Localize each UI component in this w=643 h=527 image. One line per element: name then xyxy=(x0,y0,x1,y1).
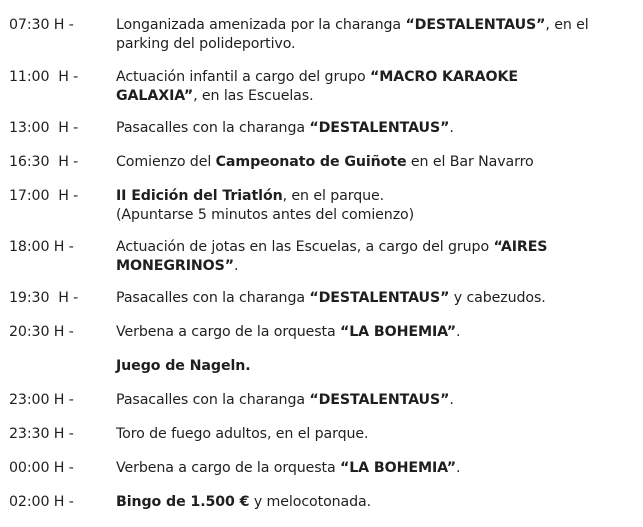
event-line: Pasacalles con la charanga “DESTALENTAUS”. xyxy=(116,120,454,136)
event-time: 02:00 H - xyxy=(9,494,74,510)
event-time: 11:00 H - xyxy=(9,69,79,85)
event-description xyxy=(116,391,638,410)
event-line: Actuación infantil a cargo del grupo “MACRO KARAOKE xyxy=(116,69,518,85)
event-line: Actuación de jotas en las Escuelas, a cargo del grupo “AIRES xyxy=(116,239,548,255)
event-description xyxy=(116,153,638,172)
event-description xyxy=(116,187,638,225)
event-description xyxy=(116,238,638,276)
event-description xyxy=(116,119,638,138)
event-time: 19:30 H - xyxy=(9,290,79,306)
event-time: 07:30 H - xyxy=(9,17,74,33)
event-line: Pasacalles con la charanga “DESTALENTAUS” y cabezudos. xyxy=(116,290,546,306)
event-time: 20:30 H - xyxy=(9,324,74,340)
event-line: Verbena a cargo de la orquesta “LA BOHEMIA”. xyxy=(116,324,461,340)
event-line: Verbena a cargo de la orquesta “LA BOHEMIA”. xyxy=(116,460,461,476)
event-description xyxy=(116,289,638,308)
event-time: 18:00 H - xyxy=(9,239,74,255)
event-time: 00:00 H - xyxy=(9,460,74,476)
event-time: 17:00 H - xyxy=(9,188,79,204)
event-line: Longanizada amenizada por la charanga “DESTALENTAUS”, en el xyxy=(116,17,589,33)
event-line: Comienzo del Campeonato de Guiñote en el Bar Navarro xyxy=(116,154,534,170)
event-description xyxy=(116,493,638,512)
event-description xyxy=(116,425,638,444)
event-description xyxy=(116,357,638,376)
event-line: Bingo de 1.500 € y melocotonada. xyxy=(116,494,372,510)
event-line: parking del polideportivo. xyxy=(116,36,296,52)
event-description xyxy=(116,68,638,106)
event-time: 13:00 H - xyxy=(9,120,79,136)
event-line: GALAXIA”, en las Escuelas. xyxy=(116,88,314,104)
event-line: (Apuntarse 5 minutos antes del comienzo) xyxy=(116,207,415,223)
event-line: Juego de Nageln. xyxy=(116,358,251,374)
event-line: II Edición del Triatlón, en el parque. xyxy=(116,188,385,204)
event-time: 23:30 H - xyxy=(9,426,74,442)
event-time: 23:00 H - xyxy=(9,392,74,408)
event-line: MONEGRINOS”. xyxy=(116,258,239,274)
event-line: Toro de fuego adultos, en el parque. xyxy=(116,426,369,442)
event-description xyxy=(116,323,638,342)
event-time: 16:30 H - xyxy=(9,154,79,170)
event-description xyxy=(116,459,638,478)
event-description xyxy=(116,16,638,54)
event-line: Pasacalles con la charanga “DESTALENTAUS”. xyxy=(116,392,454,408)
